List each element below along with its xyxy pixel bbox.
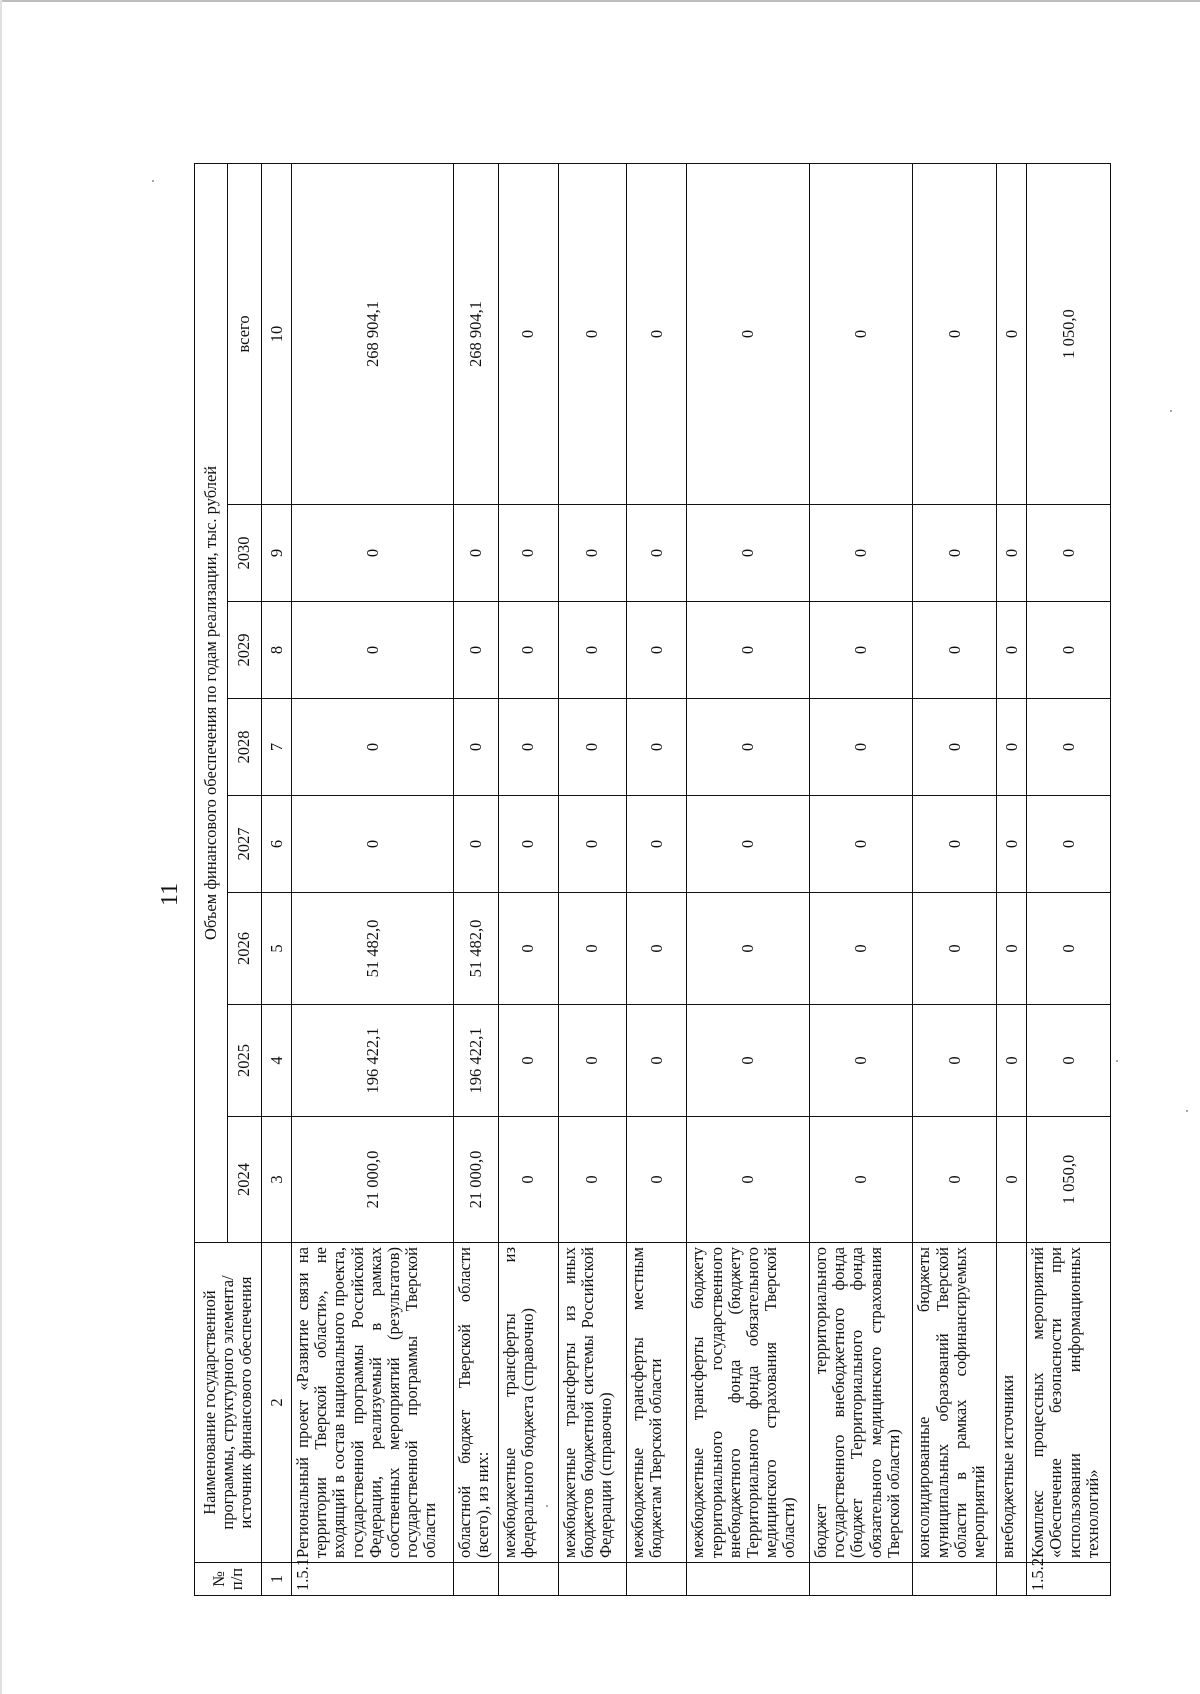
- value-cell: 0: [292, 505, 454, 602]
- value-cell: 0: [997, 699, 1027, 796]
- total-cell: 0: [997, 163, 1027, 504]
- total-cell: 0: [687, 163, 810, 504]
- scan-edge-top: [0, 0, 1200, 2]
- value-cell: 0: [687, 1117, 810, 1243]
- value-cell: 0: [913, 505, 997, 602]
- value-cell: 0: [454, 699, 499, 796]
- row-name: Региональный проект «Развитие связи на территории Тверской области», не входящий в состав национального проекта, государственной программы Российской Федерации, реализуемый в рамках собственных мероприятий (результатов) государственной программы Тверской области: [292, 1243, 454, 1563]
- value-cell: 0: [1027, 505, 1111, 602]
- value-cell: 0: [626, 602, 686, 699]
- value-cell: 0: [997, 893, 1027, 1005]
- scan-speck: [1186, 1110, 1188, 1112]
- row-name: областной бюджет Тверской области (всего), из них:: [454, 1243, 499, 1563]
- value-cell: 1 050,0: [1027, 1117, 1111, 1243]
- table-row: [810, 163, 913, 1595]
- value-cell: 0: [292, 602, 454, 699]
- value-cell: 0: [626, 1117, 686, 1243]
- index-cell: 6: [262, 796, 292, 893]
- index-cell: 10: [262, 163, 292, 504]
- total-cell: 0: [498, 163, 558, 504]
- value-cell: 0: [687, 505, 810, 602]
- index-cell: 9: [262, 505, 292, 602]
- index-cell: 5: [262, 893, 292, 1005]
- value-cell: 0: [454, 796, 499, 893]
- value-cell: 0: [498, 699, 558, 796]
- total-cell: 0: [559, 163, 627, 504]
- value-cell: 0: [1027, 699, 1111, 796]
- value-cell: 0: [626, 893, 686, 1005]
- value-cell: 51 482,0: [454, 893, 499, 1005]
- value-cell: 0: [913, 602, 997, 699]
- row-number: [687, 1563, 810, 1596]
- value-cell: 0: [626, 505, 686, 602]
- value-cell: 0: [810, 1005, 913, 1117]
- row-name: консолидированные бюджеты муниципальных образований Тверской области в рамках софинансируемых мероприятий: [913, 1243, 997, 1563]
- table-row: [997, 163, 1027, 1595]
- value-cell: 0: [626, 1005, 686, 1117]
- header-year: 2029: [228, 602, 262, 699]
- value-cell: 0: [498, 1117, 558, 1243]
- total-cell: 0: [913, 163, 997, 504]
- value-cell: 0: [1027, 796, 1111, 893]
- value-cell: 0: [810, 893, 913, 1005]
- index-cell: 3: [262, 1117, 292, 1243]
- value-cell: 196 422,1: [292, 1005, 454, 1117]
- value-cell: 0: [498, 1005, 558, 1117]
- value-cell: 0: [913, 893, 997, 1005]
- row-name: межбюджетные трансферты бюджету территориального государственного внебюджетного фонда (бюджету Территориального фонда обязательного медицинского страхования Тверской области): [687, 1243, 810, 1563]
- header-year: 2024: [228, 1117, 262, 1243]
- table-row: [292, 163, 454, 1595]
- value-cell: 0: [687, 893, 810, 1005]
- header-year: 2025: [228, 1005, 262, 1117]
- value-cell: 0: [810, 505, 913, 602]
- value-cell: 21 000,0: [454, 1117, 499, 1243]
- value-cell: 0: [454, 505, 499, 602]
- value-cell: 0: [559, 1117, 627, 1243]
- index-cell: 2: [262, 1243, 292, 1563]
- header-year: 2026: [228, 893, 262, 1005]
- value-cell: 0: [997, 1117, 1027, 1243]
- scan-edge-left: [0, 0, 2, 1694]
- value-cell: 0: [559, 796, 627, 893]
- value-cell: 0: [498, 893, 558, 1005]
- header-total: всего: [228, 163, 262, 504]
- row-name: Комплекс процессных мероприятий «Обеспечение безопасности при использовании информационных технологий»: [1027, 1243, 1111, 1563]
- index-cell: 4: [262, 1005, 292, 1117]
- header-year: 2030: [228, 505, 262, 602]
- row-number: [810, 1563, 913, 1596]
- value-cell: 0: [997, 796, 1027, 893]
- value-cell: 0: [913, 1117, 997, 1243]
- table-row: [454, 163, 499, 1595]
- value-cell: 0: [687, 1005, 810, 1117]
- value-cell: 196 422,1: [454, 1005, 499, 1117]
- value-cell: 0: [997, 602, 1027, 699]
- total-cell: 1 050,0: [1027, 163, 1111, 504]
- financing-table: [194, 163, 1111, 1596]
- value-cell: 0: [810, 602, 913, 699]
- total-cell: 268 904,1: [454, 163, 499, 504]
- row-number: [913, 1563, 997, 1596]
- row-number: [626, 1563, 686, 1596]
- index-row: [262, 163, 292, 1595]
- value-cell: 0: [559, 893, 627, 1005]
- row-number: 1.5.2: [1027, 1563, 1111, 1596]
- value-cell: 0: [687, 796, 810, 893]
- table-row: [913, 163, 997, 1595]
- row-number: [997, 1563, 1027, 1596]
- row-name: бюджет территориального государственного внебюджетного фонда (бюджет Территориального фонда обязательного медицинского страхования Тверской области): [810, 1243, 913, 1563]
- table-row: [498, 163, 558, 1595]
- row-name: межбюджетные трансферты из иных бюджетов бюджетной системы Российской Федерации (справочно): [559, 1243, 627, 1563]
- value-cell: 0: [454, 602, 499, 699]
- value-cell: 0: [810, 1117, 913, 1243]
- value-cell: 0: [626, 796, 686, 893]
- value-cell: 0: [1027, 1005, 1111, 1117]
- value-cell: 0: [687, 699, 810, 796]
- row-name: межбюджетные трансферты из федерального бюджета (справочно): [498, 1243, 558, 1563]
- value-cell: 0: [498, 505, 558, 602]
- header-num: № п/п: [195, 1563, 262, 1596]
- index-cell: 7: [262, 699, 292, 796]
- value-cell: 0: [559, 699, 627, 796]
- header-group: Объем финансового обеспечения по годам реализации, тыс. рублей: [195, 163, 228, 1242]
- row-number: [559, 1563, 627, 1596]
- value-cell: 0: [913, 796, 997, 893]
- value-cell: 0: [292, 796, 454, 893]
- total-cell: 268 904,1: [292, 163, 454, 504]
- index-cell: 1: [262, 1563, 292, 1596]
- row-number: 1.5.1: [292, 1563, 454, 1596]
- table-row: [687, 163, 810, 1595]
- value-cell: 0: [810, 796, 913, 893]
- row-name: внебюджетные источники: [997, 1243, 1027, 1563]
- value-cell: 0: [626, 699, 686, 796]
- value-cell: 0: [1027, 602, 1111, 699]
- header-year: 2027: [228, 796, 262, 893]
- rotated-page: [150, 164, 1185, 1596]
- value-cell: 0: [1027, 893, 1111, 1005]
- value-cell: 0: [810, 699, 913, 796]
- page-number: 11: [157, 882, 183, 906]
- header-name: Наименование государственной программы, структурного элемента/источник финансового обеспечения: [195, 1243, 262, 1563]
- total-cell: 0: [626, 163, 686, 504]
- table-row: [626, 163, 686, 1595]
- value-cell: 0: [559, 505, 627, 602]
- header-year: 2028: [228, 699, 262, 796]
- value-cell: 0: [997, 505, 1027, 602]
- total-cell: 0: [810, 163, 913, 504]
- value-cell: 0: [997, 1005, 1027, 1117]
- row-name: межбюджетные трансферты местным бюджетам Тверской области: [626, 1243, 686, 1563]
- row-number: [498, 1563, 558, 1596]
- index-cell: 8: [262, 602, 292, 699]
- value-cell: 0: [559, 602, 627, 699]
- table-row: [1027, 163, 1111, 1595]
- value-cell: 0: [498, 796, 558, 893]
- value-cell: 0: [687, 602, 810, 699]
- value-cell: 0: [913, 699, 997, 796]
- row-number: [454, 1563, 499, 1596]
- table-row: [559, 163, 627, 1595]
- value-cell: 21 000,0: [292, 1117, 454, 1243]
- value-cell: 51 482,0: [292, 893, 454, 1005]
- value-cell: 0: [292, 699, 454, 796]
- value-cell: 0: [913, 1005, 997, 1117]
- value-cell: 0: [498, 602, 558, 699]
- value-cell: 0: [559, 1005, 627, 1117]
